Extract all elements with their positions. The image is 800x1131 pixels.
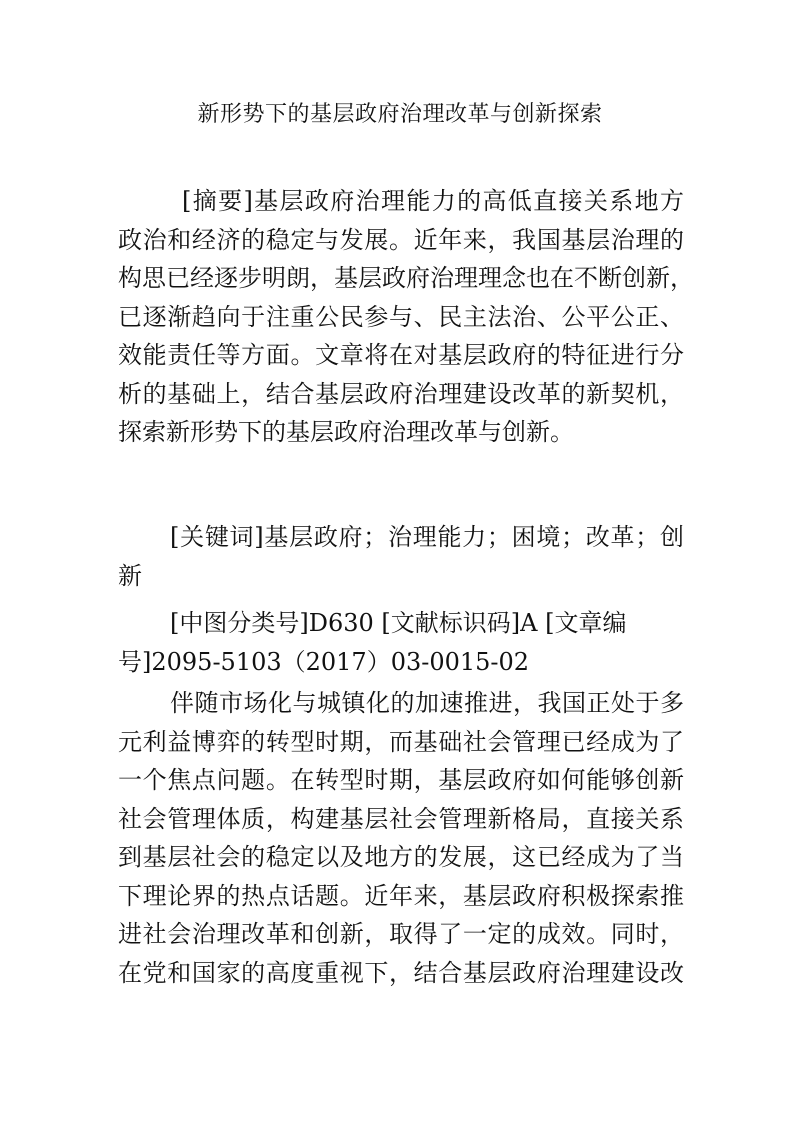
keywords-line: [关键词]基层政府；治理能力；困境；改革；创 [170, 523, 684, 551]
abstract-line: 构思已经逐步明朗，基层政府治理理念也在不断创新， [118, 264, 694, 292]
body-line: 社会管理体质，构建基层社会管理新格局，直接关系 [118, 804, 684, 833]
body-paragraph [118, 684, 684, 992]
classification-line: 号]2095-5103（2017）03-0015-02 [118, 647, 530, 676]
classification-line: [中图分类号]D630 [文献标识码]A [文章编 [170, 609, 627, 637]
classification-paragraph [118, 604, 684, 681]
body-line: 伴随市场化与城镇化的加速推进，我国正处于多 [170, 689, 684, 717]
abstract-paragraph [118, 182, 694, 452]
abstract-line: 析的基础上，结合基层政府治理建设改革的新契机， [118, 379, 684, 408]
abstract-line: [摘要]基层政府治理能力的高低直接关系地方 [182, 187, 684, 215]
abstract-line: 效能责任等方面。文章将在对基层政府的特征进行分 [118, 341, 684, 369]
body-line: 进社会治理改革和创新，取得了一定的成效。同时， [118, 920, 684, 948]
body-line: 下理论界的热点话题。近年来，基层政府积极探索推 [118, 881, 684, 910]
abstract-line: 探索新形势下的基层政府治理改革与创新。 [118, 418, 574, 446]
document-title: 新形势下的基层政府治理改革与创新探索 [197, 102, 603, 127]
body-line: 一个焦点问题。在转型时期，基层政府如何能够创新 [118, 766, 684, 794]
body-line: 在党和国家的高度重视下，结合基层政府治理建设改 [118, 958, 684, 987]
body-line: 到基层社会的稳定以及地方的发展，这已经成为了当 [118, 843, 684, 871]
abstract-line: 政治和经济的稳定与发展。近年来，我国基层治理的 [118, 225, 684, 254]
keywords-line: 新 [118, 561, 142, 590]
keywords-paragraph [118, 518, 684, 595]
body-line: 元利益博弈的转型时期，而基础社会管理已经成为了 [118, 727, 684, 756]
abstract-line: 已逐渐趋向于注重公民参与、民主法治、公平公正、 [118, 302, 684, 331]
